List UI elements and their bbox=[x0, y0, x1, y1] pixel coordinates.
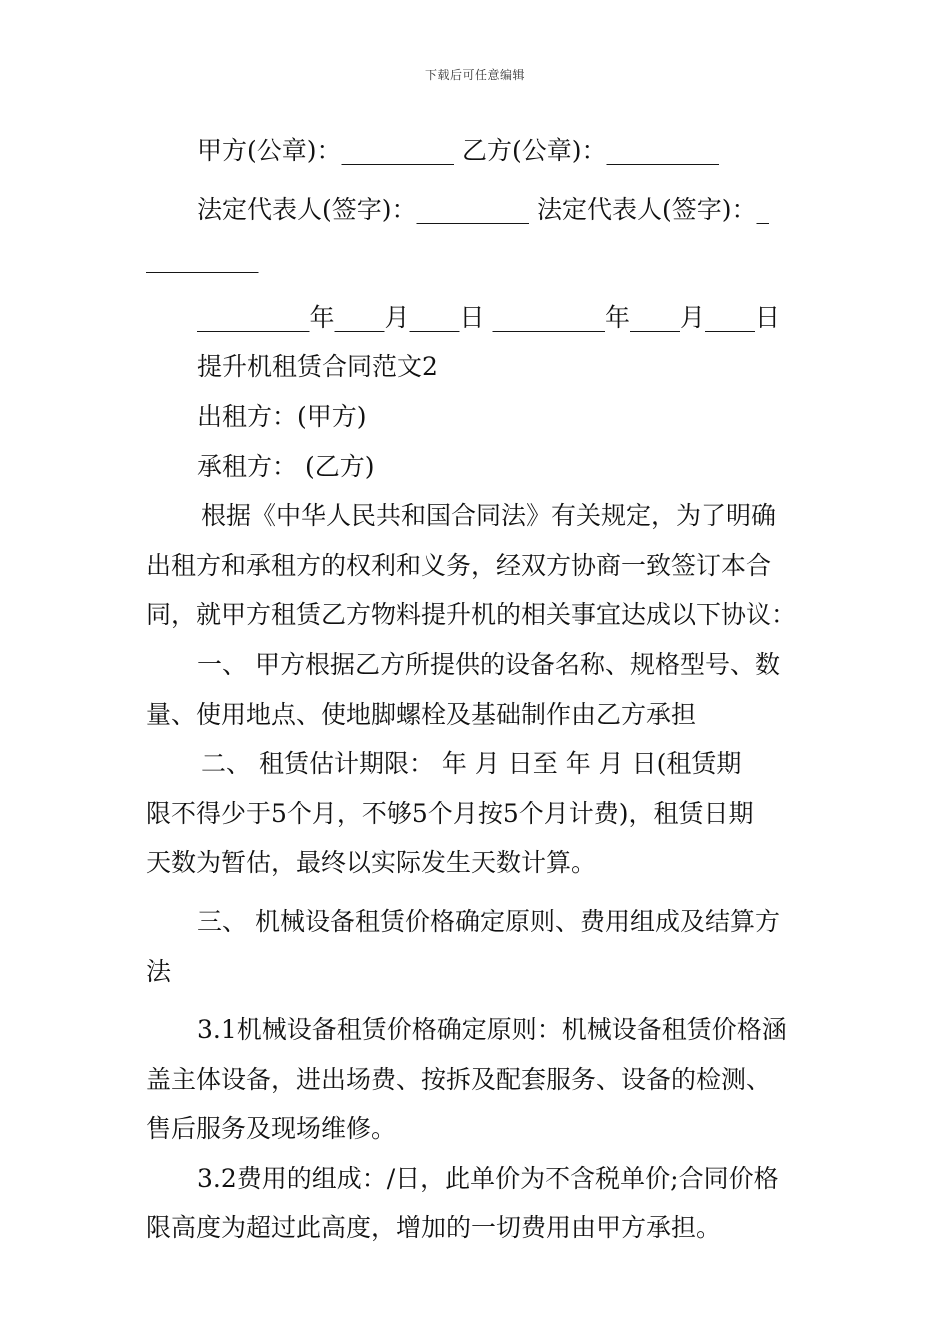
clause-2-line: 二、 租赁估计期限： 年 月 日至 年 月 日(租赁期 bbox=[201, 749, 742, 779]
clause-3-line: 三、 机械设备租赁价格确定原则、费用组成及结算方 bbox=[197, 906, 780, 936]
seal-line: 甲方(公章)：_________ 乙方(公章)：_________ bbox=[197, 136, 719, 165]
document-body bbox=[146, 126, 808, 1253]
clause-2-line: 限不得少于5个月，不够5个月按5个月计费)，租赁日期 bbox=[146, 798, 754, 828]
section-title: 提升机租赁合同范文2 bbox=[197, 352, 438, 382]
signature-line-continued: _________ bbox=[146, 244, 259, 274]
preamble-line: 根据《中华人民共和国合同法》有关规定，为了明确 bbox=[201, 501, 777, 531]
clause-3-1-line: 售后服务及现场维修。 bbox=[146, 1114, 397, 1144]
clause-3-line: 法 bbox=[146, 956, 172, 986]
clause-1-line: 一、 甲方根据乙方所提供的设备名称、规格型号、数 bbox=[197, 649, 780, 679]
preamble-line: 同，就甲方租赁乙方物料提升机的相关事宜达成以下协议： bbox=[146, 600, 797, 630]
page-header-note: 下载后可任意编辑 bbox=[424, 68, 525, 82]
clause-1-line: 量、使用地点、使地脚螺栓及基础制作由乙方承担 bbox=[146, 699, 697, 729]
clause-3-2-line: 限高度为超过此高度，增加的一切费用由甲方承担。 bbox=[146, 1213, 722, 1243]
lessor-line: 出租方：(甲方) bbox=[197, 401, 367, 431]
clause-3-1-line: 盖主体设备，进出场费、按拆及配套服务、设备的检测、 bbox=[146, 1064, 772, 1094]
preamble-line: 出租方和承租方的权利和义务，经双方协商一致签订本合 bbox=[146, 550, 772, 580]
clause-3-1-line: 3.1机械设备租赁价格确定原则：机械设备租赁价格涵 bbox=[197, 1015, 787, 1045]
clause-3-2-line: 3.2费用的组成：/日，此单价为不含税单价;合同价格 bbox=[197, 1163, 779, 1193]
clause-2-line: 天数为暂估，最终以实际发生天数计算。 bbox=[146, 848, 597, 878]
signature-line: 法定代表人(签字)：_________ 法定代表人(签字)：_ bbox=[197, 194, 769, 224]
date-line: _________年____月____日 _________年____月____日 bbox=[197, 302, 780, 332]
lessee-line: 承租方： (乙方) bbox=[197, 451, 375, 481]
